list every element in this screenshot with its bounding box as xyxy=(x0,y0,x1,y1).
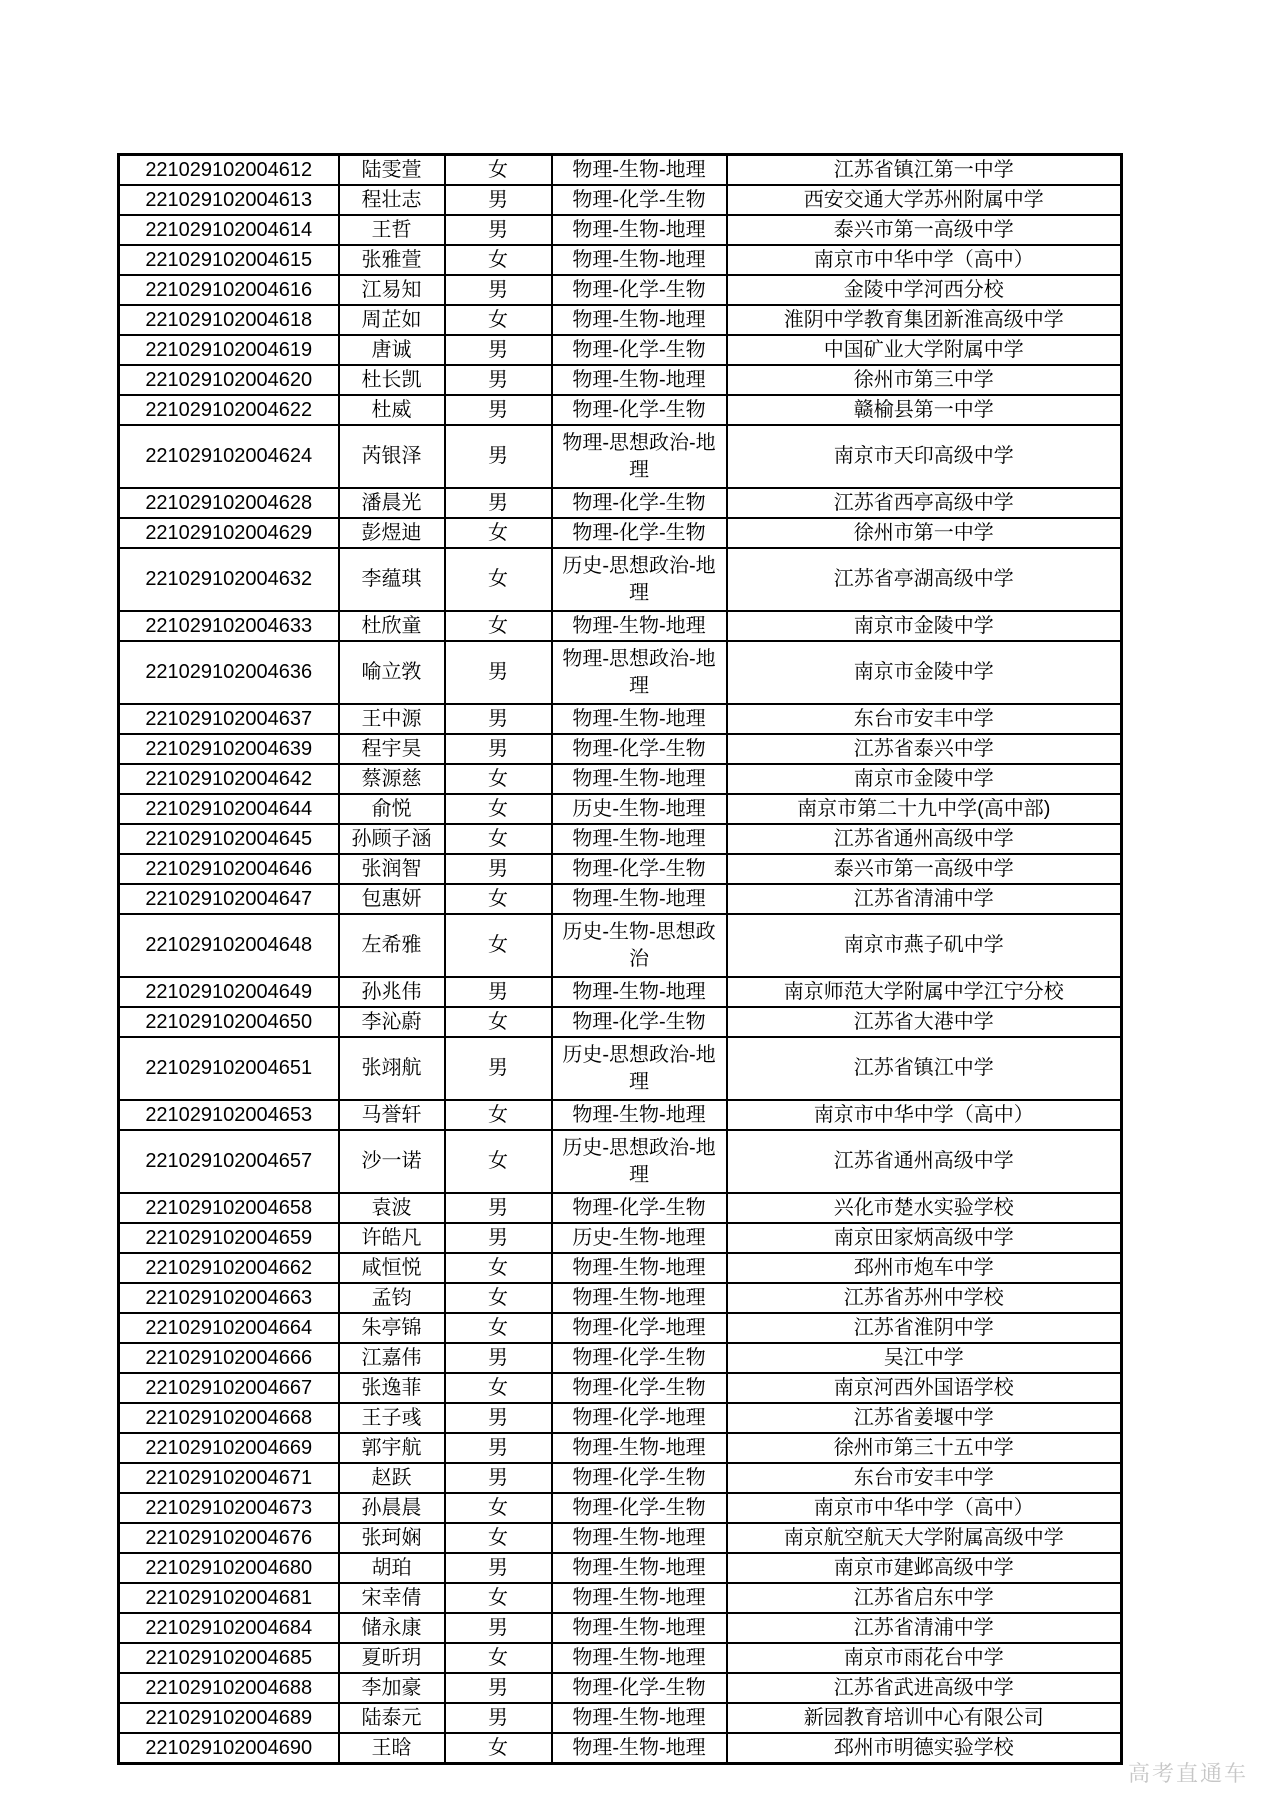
cell-subject-combination: 物理-化学-生物 xyxy=(552,1193,727,1223)
cell-subject-combination: 物理-生物-地理 xyxy=(552,1100,727,1130)
cell-school: 江苏省镇江中学 xyxy=(727,1037,1122,1100)
cell-gender: 女 xyxy=(445,1733,552,1764)
cell-school: 南京河西外国语学校 xyxy=(727,1373,1122,1403)
cell-student-name: 陆雯萱 xyxy=(339,155,445,186)
cell-subject-combination: 历史-思想政治-地理 xyxy=(552,1130,727,1193)
cell-student-name: 张润智 xyxy=(339,854,445,884)
cell-school: 江苏省苏州中学校 xyxy=(727,1283,1122,1313)
cell-exam-id: 221029102004685 xyxy=(119,1643,339,1673)
cell-exam-id: 221029102004657 xyxy=(119,1130,339,1193)
cell-school: 南京市天印高级中学 xyxy=(727,425,1122,488)
cell-gender: 男 xyxy=(445,1613,552,1643)
cell-subject-combination: 物理-化学-生物 xyxy=(552,1007,727,1037)
cell-school: 徐州市第三中学 xyxy=(727,365,1122,395)
cell-exam-id: 221029102004644 xyxy=(119,794,339,824)
cell-gender: 男 xyxy=(445,854,552,884)
cell-student-name: 孟钧 xyxy=(339,1283,445,1313)
cell-subject-combination: 物理-生物-地理 xyxy=(552,1283,727,1313)
cell-school: 江苏省通州高级中学 xyxy=(727,1130,1122,1193)
cell-student-name: 孙晨晨 xyxy=(339,1493,445,1523)
table-row xyxy=(119,1283,1122,1313)
cell-exam-id: 221029102004671 xyxy=(119,1463,339,1493)
cell-student-name: 杜长凯 xyxy=(339,365,445,395)
cell-student-name: 张逸菲 xyxy=(339,1373,445,1403)
cell-student-name: 左希雅 xyxy=(339,914,445,977)
cell-school: 徐州市第一中学 xyxy=(727,518,1122,548)
cell-exam-id: 221029102004614 xyxy=(119,215,339,245)
cell-student-name: 陆泰元 xyxy=(339,1703,445,1733)
cell-school: 南京市建邺高级中学 xyxy=(727,1553,1122,1583)
cell-school: 江苏省武进高级中学 xyxy=(727,1673,1122,1703)
cell-school: 兴化市楚水实验学校 xyxy=(727,1193,1122,1223)
table-row xyxy=(119,1373,1122,1403)
cell-gender: 女 xyxy=(445,824,552,854)
cell-student-name: 张珂娴 xyxy=(339,1523,445,1553)
cell-gender: 女 xyxy=(445,1253,552,1283)
cell-student-name: 杜威 xyxy=(339,395,445,425)
cell-exam-id: 221029102004624 xyxy=(119,425,339,488)
table-row xyxy=(119,245,1122,275)
cell-gender: 男 xyxy=(445,704,552,734)
cell-student-name: 芮银泽 xyxy=(339,425,445,488)
cell-exam-id: 221029102004673 xyxy=(119,1493,339,1523)
table-row xyxy=(119,914,1122,977)
cell-gender: 男 xyxy=(445,1037,552,1100)
cell-student-name: 宋幸倩 xyxy=(339,1583,445,1613)
cell-exam-id: 221029102004688 xyxy=(119,1673,339,1703)
cell-gender: 女 xyxy=(445,1373,552,1403)
cell-school: 江苏省通州高级中学 xyxy=(727,824,1122,854)
cell-subject-combination: 物理-生物-地理 xyxy=(552,1613,727,1643)
table-row xyxy=(119,854,1122,884)
table-row xyxy=(119,395,1122,425)
cell-student-name: 程宇昊 xyxy=(339,734,445,764)
table-row xyxy=(119,1493,1122,1523)
cell-school: 江苏省姜堰中学 xyxy=(727,1403,1122,1433)
cell-gender: 女 xyxy=(445,1313,552,1343)
table-row xyxy=(119,884,1122,914)
cell-gender: 男 xyxy=(445,395,552,425)
cell-exam-id: 221029102004667 xyxy=(119,1373,339,1403)
cell-gender: 男 xyxy=(445,977,552,1007)
cell-school: 东台市安丰中学 xyxy=(727,1463,1122,1493)
table-row xyxy=(119,1703,1122,1733)
cell-school: 江苏省启东中学 xyxy=(727,1583,1122,1613)
cell-subject-combination: 物理-化学-生物 xyxy=(552,1373,727,1403)
cell-exam-id: 221029102004676 xyxy=(119,1523,339,1553)
cell-subject-combination: 历史-思想政治-地理 xyxy=(552,548,727,611)
cell-subject-combination: 物理-化学-生物 xyxy=(552,185,727,215)
cell-school: 南京市雨花台中学 xyxy=(727,1643,1122,1673)
cell-subject-combination: 历史-生物-地理 xyxy=(552,794,727,824)
table-row xyxy=(119,1193,1122,1223)
cell-subject-combination: 物理-生物-地理 xyxy=(552,1643,727,1673)
cell-gender: 女 xyxy=(445,1100,552,1130)
cell-exam-id: 221029102004632 xyxy=(119,548,339,611)
cell-student-name: 夏昕玥 xyxy=(339,1643,445,1673)
cell-exam-id: 221029102004613 xyxy=(119,185,339,215)
cell-subject-combination: 物理-生物-地理 xyxy=(552,215,727,245)
cell-student-name: 朱亭锦 xyxy=(339,1313,445,1343)
cell-student-name: 马誉轩 xyxy=(339,1100,445,1130)
cell-student-name: 李加豪 xyxy=(339,1673,445,1703)
cell-exam-id: 221029102004681 xyxy=(119,1583,339,1613)
cell-student-name: 蔡源慈 xyxy=(339,764,445,794)
cell-subject-combination: 物理-化学-生物 xyxy=(552,488,727,518)
cell-school: 南京师范大学附属中学江宁分校 xyxy=(727,977,1122,1007)
spreadsheet-area xyxy=(117,153,1123,1765)
table-row xyxy=(119,824,1122,854)
cell-school: 南京市中华中学（高中） xyxy=(727,1493,1122,1523)
cell-gender: 男 xyxy=(445,641,552,704)
cell-exam-id: 221029102004650 xyxy=(119,1007,339,1037)
cell-school: 江苏省淮阴中学 xyxy=(727,1313,1122,1343)
cell-exam-id: 221029102004690 xyxy=(119,1733,339,1764)
cell-student-name: 杜欣童 xyxy=(339,611,445,641)
student-roster-body xyxy=(119,155,1122,1764)
cell-gender: 男 xyxy=(445,1673,552,1703)
cell-school: 吴江中学 xyxy=(727,1343,1122,1373)
table-row xyxy=(119,1613,1122,1643)
cell-student-name: 李蕴琪 xyxy=(339,548,445,611)
table-row xyxy=(119,275,1122,305)
cell-student-name: 唐诚 xyxy=(339,335,445,365)
cell-student-name: 张雅萱 xyxy=(339,245,445,275)
cell-subject-combination: 物理-生物-地理 xyxy=(552,245,727,275)
cell-subject-combination: 物理-生物-地理 xyxy=(552,884,727,914)
table-row xyxy=(119,794,1122,824)
cell-subject-combination: 物理-思想政治-地理 xyxy=(552,425,727,488)
cell-gender: 女 xyxy=(445,1007,552,1037)
cell-student-name: 许皓凡 xyxy=(339,1223,445,1253)
cell-gender: 女 xyxy=(445,1130,552,1193)
cell-exam-id: 221029102004629 xyxy=(119,518,339,548)
table-row xyxy=(119,335,1122,365)
table-row xyxy=(119,1313,1122,1343)
cell-exam-id: 221029102004615 xyxy=(119,245,339,275)
cell-school: 新园教育培训中心有限公司 xyxy=(727,1703,1122,1733)
table-row xyxy=(119,1583,1122,1613)
cell-gender: 男 xyxy=(445,734,552,764)
table-row xyxy=(119,1037,1122,1100)
cell-subject-combination: 物理-化学-生物 xyxy=(552,1673,727,1703)
cell-subject-combination: 物理-生物-地理 xyxy=(552,824,727,854)
cell-gender: 男 xyxy=(445,275,552,305)
cell-exam-id: 221029102004619 xyxy=(119,335,339,365)
cell-gender: 男 xyxy=(445,1553,552,1583)
cell-exam-id: 221029102004680 xyxy=(119,1553,339,1583)
cell-subject-combination: 物理-化学-生物 xyxy=(552,1463,727,1493)
cell-school: 邳州市明德实验学校 xyxy=(727,1733,1122,1764)
cell-exam-id: 221029102004637 xyxy=(119,704,339,734)
table-row xyxy=(119,1673,1122,1703)
cell-subject-combination: 物理-生物-地理 xyxy=(552,1553,727,1583)
cell-student-name: 咸恒悦 xyxy=(339,1253,445,1283)
cell-subject-combination: 物理-生物-地理 xyxy=(552,1703,727,1733)
cell-subject-combination: 物理-生物-地理 xyxy=(552,1433,727,1463)
cell-subject-combination: 历史-生物-思想政治 xyxy=(552,914,727,977)
cell-gender: 男 xyxy=(445,365,552,395)
cell-school: 南京市第二十九中学(高中部) xyxy=(727,794,1122,824)
table-row xyxy=(119,518,1122,548)
cell-subject-combination: 物理-生物-地理 xyxy=(552,764,727,794)
cell-exam-id: 221029102004659 xyxy=(119,1223,339,1253)
cell-school: 江苏省亭湖高级中学 xyxy=(727,548,1122,611)
table-row xyxy=(119,155,1122,186)
cell-student-name: 袁波 xyxy=(339,1193,445,1223)
cell-gender: 女 xyxy=(445,914,552,977)
cell-gender: 女 xyxy=(445,794,552,824)
table-row xyxy=(119,764,1122,794)
cell-student-name: 王子彧 xyxy=(339,1403,445,1433)
cell-exam-id: 221029102004639 xyxy=(119,734,339,764)
table-row xyxy=(119,1553,1122,1583)
table-row xyxy=(119,1100,1122,1130)
table-row xyxy=(119,305,1122,335)
cell-exam-id: 221029102004684 xyxy=(119,1613,339,1643)
cell-school: 南京市金陵中学 xyxy=(727,764,1122,794)
table-row xyxy=(119,365,1122,395)
cell-exam-id: 221029102004658 xyxy=(119,1193,339,1223)
cell-subject-combination: 物理-化学-生物 xyxy=(552,275,727,305)
cell-exam-id: 221029102004648 xyxy=(119,914,339,977)
cell-school: 邳州市炮车中学 xyxy=(727,1253,1122,1283)
cell-student-name: 周芷如 xyxy=(339,305,445,335)
cell-gender: 女 xyxy=(445,1283,552,1313)
cell-student-name: 郭宇航 xyxy=(339,1433,445,1463)
cell-school: 江苏省大港中学 xyxy=(727,1007,1122,1037)
cell-student-name: 包惠妍 xyxy=(339,884,445,914)
cell-gender: 男 xyxy=(445,335,552,365)
cell-subject-combination: 物理-化学-生物 xyxy=(552,734,727,764)
cell-student-name: 王中源 xyxy=(339,704,445,734)
cell-exam-id: 221029102004612 xyxy=(119,155,339,186)
cell-subject-combination: 物理-化学-生物 xyxy=(552,518,727,548)
cell-subject-combination: 物理-生物-地理 xyxy=(552,1253,727,1283)
table-row xyxy=(119,488,1122,518)
cell-gender: 男 xyxy=(445,1433,552,1463)
cell-subject-combination: 物理-化学-地理 xyxy=(552,1403,727,1433)
cell-school: 南京市中华中学（高中） xyxy=(727,1100,1122,1130)
cell-exam-id: 221029102004642 xyxy=(119,764,339,794)
table-row xyxy=(119,1733,1122,1764)
cell-subject-combination: 物理-化学-生物 xyxy=(552,854,727,884)
cell-exam-id: 221029102004689 xyxy=(119,1703,339,1733)
cell-subject-combination: 历史-思想政治-地理 xyxy=(552,1037,727,1100)
cell-gender: 男 xyxy=(445,488,552,518)
cell-school: 江苏省清浦中学 xyxy=(727,1613,1122,1643)
cell-subject-combination: 历史-生物-地理 xyxy=(552,1223,727,1253)
cell-student-name: 程壮志 xyxy=(339,185,445,215)
cell-gender: 男 xyxy=(445,1223,552,1253)
cell-exam-id: 221029102004664 xyxy=(119,1313,339,1343)
table-row xyxy=(119,185,1122,215)
cell-gender: 男 xyxy=(445,425,552,488)
table-row xyxy=(119,1343,1122,1373)
cell-student-name: 张翊航 xyxy=(339,1037,445,1100)
cell-gender: 男 xyxy=(445,1703,552,1733)
cell-gender: 女 xyxy=(445,1493,552,1523)
table-row xyxy=(119,1253,1122,1283)
cell-school: 南京航空航天大学附属高级中学 xyxy=(727,1523,1122,1553)
cell-school: 江苏省西亭高级中学 xyxy=(727,488,1122,518)
cell-gender: 女 xyxy=(445,155,552,186)
cell-exam-id: 221029102004668 xyxy=(119,1403,339,1433)
cell-exam-id: 221029102004662 xyxy=(119,1253,339,1283)
cell-student-name: 江易知 xyxy=(339,275,445,305)
cell-exam-id: 221029102004618 xyxy=(119,305,339,335)
cell-exam-id: 221029102004647 xyxy=(119,884,339,914)
cell-exam-id: 221029102004651 xyxy=(119,1037,339,1100)
cell-subject-combination: 物理-生物-地理 xyxy=(552,365,727,395)
cell-student-name: 赵跃 xyxy=(339,1463,445,1493)
cell-school: 东台市安丰中学 xyxy=(727,704,1122,734)
cell-subject-combination: 物理-生物-地理 xyxy=(552,1583,727,1613)
table-row xyxy=(119,977,1122,1007)
cell-subject-combination: 物理-化学-生物 xyxy=(552,335,727,365)
cell-gender: 女 xyxy=(445,884,552,914)
cell-school: 泰兴市第一高级中学 xyxy=(727,854,1122,884)
table-row xyxy=(119,215,1122,245)
cell-exam-id: 221029102004616 xyxy=(119,275,339,305)
cell-gender: 女 xyxy=(445,611,552,641)
cell-gender: 男 xyxy=(445,1463,552,1493)
cell-school: 南京市燕子矶中学 xyxy=(727,914,1122,977)
table-row xyxy=(119,1463,1122,1493)
cell-subject-combination: 物理-化学-生物 xyxy=(552,1493,727,1523)
cell-student-name: 俞悦 xyxy=(339,794,445,824)
cell-student-name: 胡珀 xyxy=(339,1553,445,1583)
cell-subject-combination: 物理-生物-地理 xyxy=(552,704,727,734)
cell-school: 中国矿业大学附属中学 xyxy=(727,335,1122,365)
cell-school: 金陵中学河西分校 xyxy=(727,275,1122,305)
cell-gender: 女 xyxy=(445,518,552,548)
cell-subject-combination: 物理-生物-地理 xyxy=(552,155,727,186)
cell-school: 江苏省泰兴中学 xyxy=(727,734,1122,764)
cell-school: 南京市中华中学（高中） xyxy=(727,245,1122,275)
cell-school: 泰兴市第一高级中学 xyxy=(727,215,1122,245)
cell-school: 西安交通大学苏州附属中学 xyxy=(727,185,1122,215)
cell-exam-id: 221029102004653 xyxy=(119,1100,339,1130)
cell-school: 南京市金陵中学 xyxy=(727,641,1122,704)
cell-gender: 男 xyxy=(445,1343,552,1373)
cell-subject-combination: 物理-化学-生物 xyxy=(552,395,727,425)
cell-subject-combination: 物理-生物-地理 xyxy=(552,611,727,641)
cell-exam-id: 221029102004649 xyxy=(119,977,339,1007)
cell-exam-id: 221029102004622 xyxy=(119,395,339,425)
cell-subject-combination: 物理-化学-生物 xyxy=(552,1343,727,1373)
table-row xyxy=(119,1223,1122,1253)
cell-gender: 女 xyxy=(445,1523,552,1553)
cell-gender: 女 xyxy=(445,548,552,611)
table-row xyxy=(119,704,1122,734)
table-row xyxy=(119,1130,1122,1193)
cell-student-name: 潘晨光 xyxy=(339,488,445,518)
table-row xyxy=(119,734,1122,764)
cell-subject-combination: 物理-生物-地理 xyxy=(552,305,727,335)
cell-exam-id: 221029102004666 xyxy=(119,1343,339,1373)
cell-school: 南京市金陵中学 xyxy=(727,611,1122,641)
cell-student-name: 王晗 xyxy=(339,1733,445,1764)
table-row xyxy=(119,425,1122,488)
cell-student-name: 储永康 xyxy=(339,1613,445,1643)
cell-subject-combination: 物理-生物-地理 xyxy=(552,1733,727,1764)
cell-gender: 女 xyxy=(445,764,552,794)
cell-student-name: 李沁蔚 xyxy=(339,1007,445,1037)
cell-school: 淮阴中学教育集团新淮高级中学 xyxy=(727,305,1122,335)
cell-exam-id: 221029102004645 xyxy=(119,824,339,854)
table-row xyxy=(119,1523,1122,1553)
table-row xyxy=(119,641,1122,704)
cell-gender: 女 xyxy=(445,1583,552,1613)
cell-student-name: 王哲 xyxy=(339,215,445,245)
cell-gender: 男 xyxy=(445,185,552,215)
student-roster-table xyxy=(117,153,1123,1765)
cell-subject-combination: 物理-生物-地理 xyxy=(552,977,727,1007)
cell-exam-id: 221029102004620 xyxy=(119,365,339,395)
cell-gender: 男 xyxy=(445,1193,552,1223)
cell-exam-id: 221029102004646 xyxy=(119,854,339,884)
cell-gender: 女 xyxy=(445,305,552,335)
cell-student-name: 喻立敩 xyxy=(339,641,445,704)
table-row xyxy=(119,1643,1122,1673)
cell-gender: 男 xyxy=(445,1403,552,1433)
cell-exam-id: 221029102004636 xyxy=(119,641,339,704)
watermark-gaokao-zhitongche: 高考直通车 xyxy=(1127,1761,1248,1786)
cell-exam-id: 221029102004663 xyxy=(119,1283,339,1313)
cell-gender: 男 xyxy=(445,215,552,245)
cell-subject-combination: 物理-生物-地理 xyxy=(552,1523,727,1553)
table-row xyxy=(119,611,1122,641)
cell-gender: 女 xyxy=(445,245,552,275)
cell-student-name: 江嘉伟 xyxy=(339,1343,445,1373)
cell-subject-combination: 物理-化学-地理 xyxy=(552,1313,727,1343)
cell-school: 江苏省清浦中学 xyxy=(727,884,1122,914)
table-row xyxy=(119,1007,1122,1037)
cell-student-name: 沙一诺 xyxy=(339,1130,445,1193)
cell-school: 南京田家炳高级中学 xyxy=(727,1223,1122,1253)
cell-exam-id: 221029102004669 xyxy=(119,1433,339,1463)
cell-school: 江苏省镇江第一中学 xyxy=(727,155,1122,186)
table-row xyxy=(119,548,1122,611)
cell-exam-id: 221029102004628 xyxy=(119,488,339,518)
cell-student-name: 孙兆伟 xyxy=(339,977,445,1007)
cell-school: 徐州市第三十五中学 xyxy=(727,1433,1122,1463)
table-row xyxy=(119,1403,1122,1433)
table-row xyxy=(119,1433,1122,1463)
cell-gender: 女 xyxy=(445,1643,552,1673)
cell-student-name: 孙顾子涵 xyxy=(339,824,445,854)
cell-exam-id: 221029102004633 xyxy=(119,611,339,641)
cell-student-name: 彭煜迪 xyxy=(339,518,445,548)
cell-subject-combination: 物理-思想政治-地理 xyxy=(552,641,727,704)
cell-school: 赣榆县第一中学 xyxy=(727,395,1122,425)
